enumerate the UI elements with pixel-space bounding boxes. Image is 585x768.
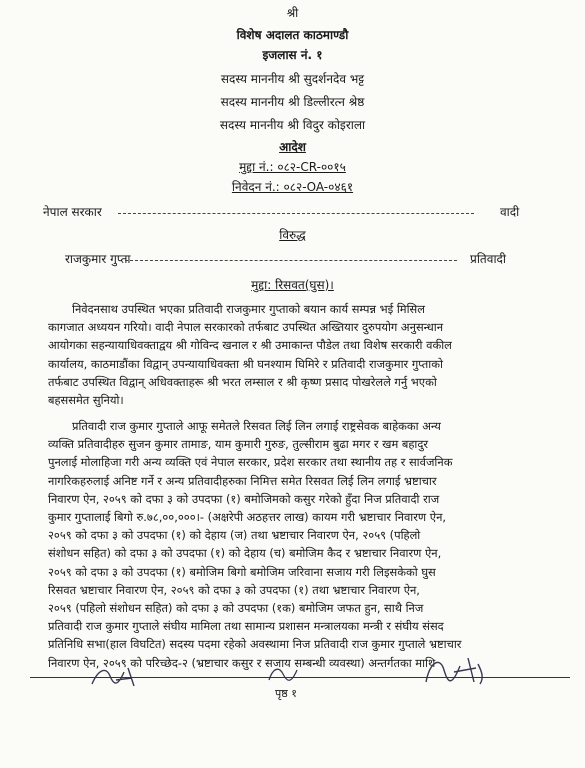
p2-line: निवारण ऐन, २०५९ को दफा ३ को उपदफा (१) बमोजिमको कसुर गरेको हुँदा निज प्रतिवादी राज xyxy=(48,491,440,506)
p2-line: निवारण ऐन, २०५९ को परिच्छेद-२ (भ्रष्टाचार कसुर र सजाय सम्बन्धी व्यवस्था) अन्तर्गतका माथि xyxy=(48,655,436,670)
order-title: आदेश xyxy=(279,140,306,154)
p1-line: बहससमेत सुनियो। xyxy=(48,393,124,408)
plaintiff-role: वादी xyxy=(500,205,520,219)
p2-line: २०५९ को दफा ३ को उपदफा (१) को देहाय (ज) तथा भ्रष्टाचार निवारण ऐन, २०५९ (पहिलो xyxy=(48,528,421,543)
bench-number: इजलास नं. १ xyxy=(262,48,323,62)
p2-line: संशोधन सहित) को दफा ३ को उपदफा (१) को देहाय (च) बमोजिम कैद र भ्रष्टाचार निवारण ऐन, xyxy=(48,546,442,561)
p2-line: व्यक्ति प्रतिवादीहरु सुजन कुमार तामाङ, याम कुमारी गुरुङ, तुल्सीराम बुढा मगर र खम बहादुर xyxy=(48,437,429,452)
paragraph-2 xyxy=(48,417,563,672)
p1-line: कार्यालय, काठमाडौंका विद्वान् उपन्यायाधिवक्ता श्री घनश्याम घिमिरे र प्रतिवादी राजकुमार गुप्ताको xyxy=(48,356,443,371)
member-1: सदस्य माननीय श्री सुदर्शनदेव भट्ट xyxy=(220,72,365,86)
case-number: मुद्दा नं.: ०८२-CR-००१५ xyxy=(239,160,346,174)
p2-line: प्रतिवादी राज कुमार गुप्ताले आफू समेतले रिसवत लिई लिन लगाई राष्ट्रसेवक बाहेकका अन्य xyxy=(72,419,441,433)
defendant-name: राजकुमार गुप्ता xyxy=(65,252,131,266)
paragraph-1 xyxy=(48,300,563,409)
p1-line: कागजात अध्ययन गरियो। वादी नेपाल सरकारको तर्फबाट उपस्थित अख्तियार दुरुपयोग अनुसन्धान xyxy=(48,320,444,335)
petition-number: निवेदन नं.: ०८२-OA-०४६१ xyxy=(231,180,354,194)
versus-label: विरुद्ध xyxy=(279,228,306,242)
p2-line: कुमार गुप्तालाई बिगो रु.७८,००,०००।- (अक्षरेपी अठहत्तर लाख) कायम गरी भ्रष्टाचार निवारण ऐन, xyxy=(48,510,447,525)
p2-line: रिसवत भ्रष्टाचार निवारण ऐन, २०५९ को दफा ३ को उपदफा (१) तथा भ्रष्टाचार निवारण ऐन, xyxy=(48,582,420,597)
signature-right xyxy=(420,652,490,692)
p1-line: निवेदनसाथ उपस्थित भएका प्रतिवादी राजकुमार गुप्ताको बयान कार्य सम्पन्न भई मिसिल xyxy=(72,302,425,316)
signature-center xyxy=(265,662,305,688)
plaintiff-dash-line xyxy=(118,213,474,214)
defendant-role: प्रतिवादी xyxy=(470,252,507,266)
p2-line: प्रतिवादी राज कुमार गुप्ताले संघीय मामिला तथा सामान्य प्रशासन मन्त्रालयका मन्त्री र संघीय संसद xyxy=(48,619,444,634)
footer-rule xyxy=(30,677,570,678)
p2-line: नागरिकहरुलाई अनिष्ट गर्ने र अन्य प्रतिवादीहरुका निमित्त समेत रिसवत लिई लिन लगाई भ्रष्टाचार xyxy=(48,473,437,488)
plaintiff-name: नेपाल सरकार xyxy=(43,205,102,219)
p2-line: प्रतिनिधि सभा(हाल विघटित) सदस्य पदमा रहेको अवस्थामा निज प्रतिवादी राज कुमार गुप्ताले भ्रष्टाचार xyxy=(48,637,462,652)
case-subject: मुद्दा: रिसवत(घुस)। xyxy=(251,278,334,292)
p2-line: २०५९ को दफा ३ को उपदफा (१) बमोजिम बिगो बमोजिम जरिवाना सजाय गरी लिइसकेको घुस xyxy=(48,564,436,579)
member-3: सदस्य माननीय श्री विदुर कोइराला xyxy=(219,118,366,132)
court-name: विशेष अदालत काठमाण्डौ xyxy=(236,28,349,42)
page-number: पृष्ठ १ xyxy=(275,687,297,700)
p1-line: तर्फबाट उपस्थित विद्वान् अधिवक्ताहरू श्री भरत लम्साल र श्री कृष्ण प्रसाद पोखरेलले गर्नु भएको xyxy=(48,374,437,389)
header-shree: श्री xyxy=(286,6,299,20)
p2-line: २०५९ (पहिलो संशोधन सहित) को दफा ३ को उपदफा (१क) बमोजिम जफत हुन, साथै निज xyxy=(48,601,424,616)
member-2: सदस्य माननीय श्री डिल्लीरत्न श्रेष्ठ xyxy=(220,95,365,109)
defendant-dash-line xyxy=(125,260,457,261)
p2-line: पुनलाई मोलाहिजा गरी अन्य व्यक्ति एवं नेपाल सरकार, प्रदेश सरकार तथा स्थानीय तह र सार्वजनिक xyxy=(48,455,453,470)
p1-line: आयोगका सहन्यायाधिवक्ताद्वय श्री गोविन्द खनाल र श्री उमाकान्त पौडेल तथा विशेष सरकारी वकील xyxy=(48,338,452,353)
